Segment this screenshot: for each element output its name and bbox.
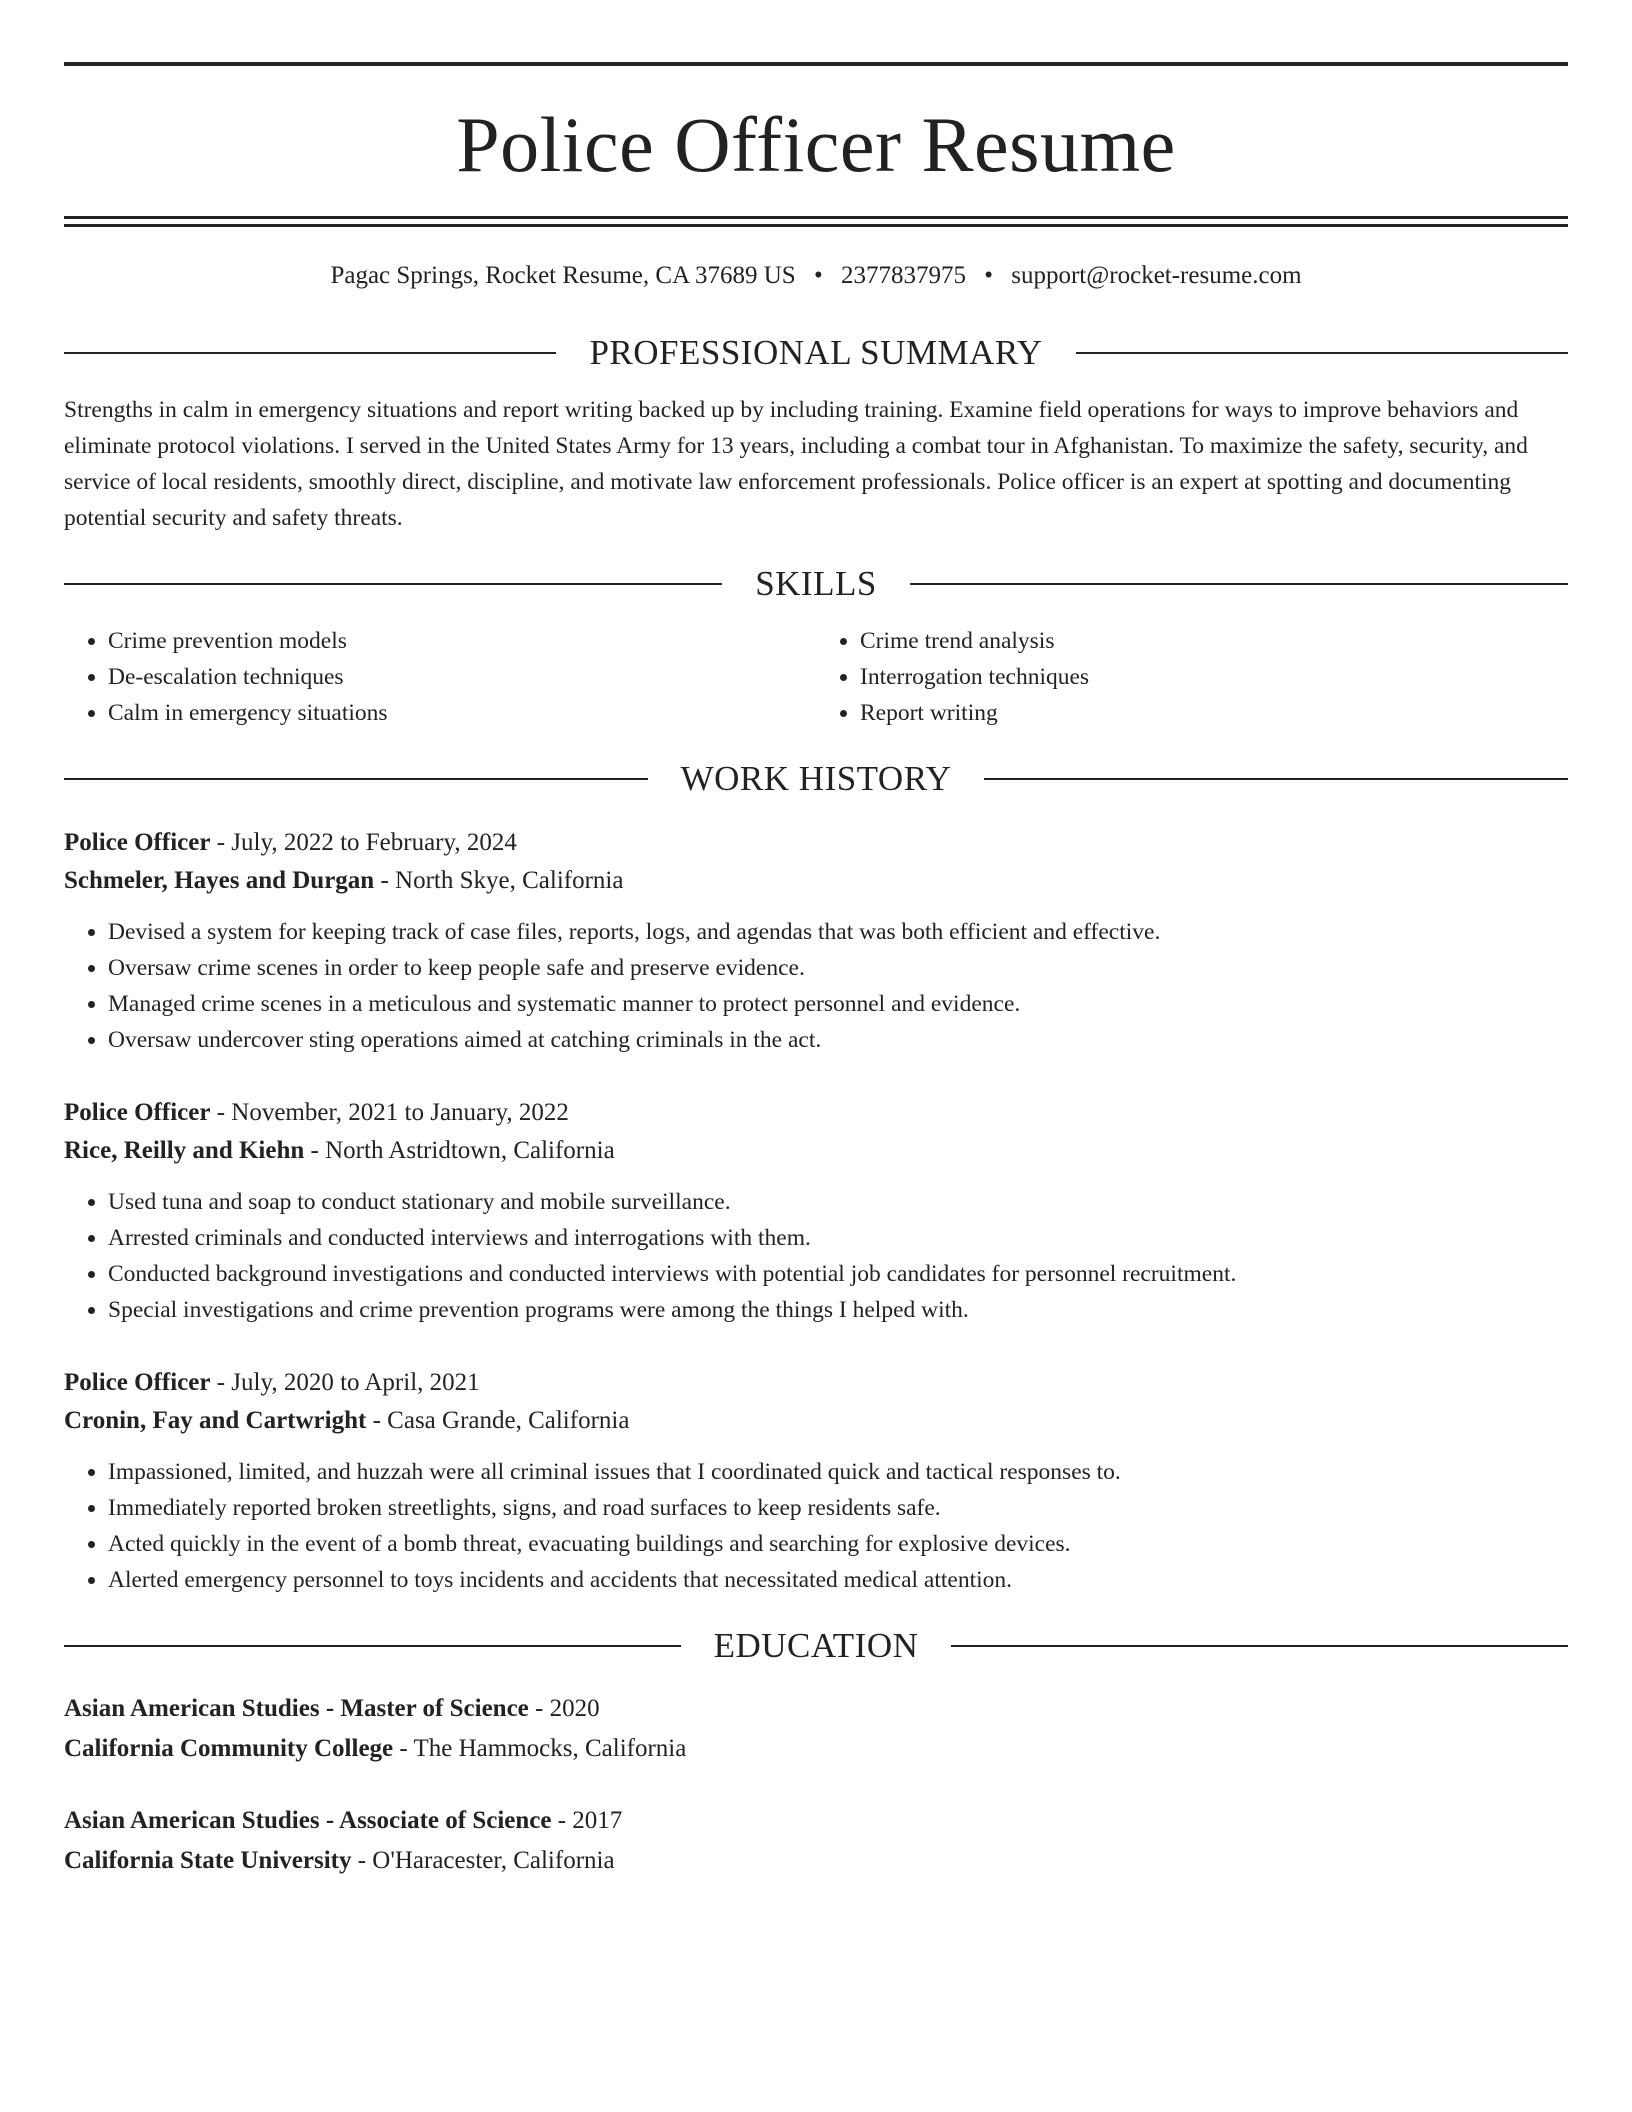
heading-rule-left [64,778,648,780]
job-location: - Casa Grande, California [366,1407,630,1434]
job-bullet: • Used tuna and soap to conduct stationary and mobile surveillance. [108,1184,1568,1220]
education-degree: Asian American Studies - Associate of Science [64,1807,552,1834]
job-bullet: • Acted quickly in the event of a bomb threat, evacuating buildings and searching for explosive devices. [108,1526,1568,1562]
summary-heading [64,335,1568,370]
job-entry [64,1094,1568,1328]
education-degree: Asian American Studies - Master of Science [64,1695,529,1722]
skills-column-right [816,623,1568,731]
contact-address: Pagac Springs, Rocket Resume, CA 37689 US [330,262,796,289]
contact-line [64,261,1568,291]
job-location: - North Astridtown, California [304,1137,615,1164]
summary-text: Strengths in calm in emergency situations and report writing backed up by including training. Examine field operations for ways to improve behaviors and eliminate protocol violations. I served in the United States Army for 13 years, including a combat tour in Afghanistan. To maximize the safety, security, and service of local residents, smoothly direct, discipline, and motivate law enforcement professionals. Police officer is an expert at spotting and documenting potential security and safety threats. [64,397,1528,531]
skill-item: • Report writing [860,695,1568,731]
job-bullet: • Conducted background investigations and conducted interviews with potential job candidates for personnel recruitment. [108,1256,1568,1292]
skill-item: • Crime prevention models [108,623,816,659]
page-title: Police Officer Resume [456,101,1176,188]
skills-column-left [64,623,816,731]
job-employer-line [64,1132,1568,1170]
job-bullet: • Devised a system for keeping track of case files, reports, logs, and agendas that was both efficient and effective. [108,914,1568,950]
education-school: California Community College [64,1735,394,1762]
summary-heading-label: PROFESSIONAL SUMMARY [589,333,1043,372]
job-dates: - July, 2020 to April, 2021 [210,1369,480,1396]
job-employer: Rice, Reilly and Kiehn [64,1137,305,1164]
job-title: Police Officer [64,1369,211,1396]
education-location: - The Hammocks, California [393,1735,687,1762]
education-heading [64,1628,1568,1663]
title-double-rule [64,216,1568,227]
job-title-line [64,824,1568,862]
job-employer-line [64,1402,1568,1440]
heading-rule-right [910,583,1568,585]
job-bullet: • Oversaw undercover sting operations aimed at catching criminals in the act. [108,1022,1568,1058]
job-entry [64,824,1568,1058]
job-bullet: • Oversaw crime scenes in order to keep people safe and preserve evidence. [108,950,1568,986]
education-entry [64,1689,1568,1769]
job-employer-line [64,862,1568,900]
skill-item: • Crime trend analysis [860,623,1568,659]
contact-separator: • [984,262,993,289]
skills-list [64,623,1568,731]
work-heading [64,761,1568,796]
contact-email: support@rocket-resume.com [1011,262,1302,289]
job-bullet: • Alerted emergency personnel to toys incidents and accidents that necessitated medical attention. [108,1562,1568,1598]
education-school-line [64,1729,1568,1769]
education-location: - O'Haracester, California [351,1847,615,1874]
heading-rule-left [64,583,722,585]
skill-item: • Calm in emergency situations [108,695,816,731]
job-employer: Cronin, Fay and Cartwright [64,1407,367,1434]
contact-separator: • [813,262,823,289]
contact-phone: 2377837975 [840,262,966,289]
education-year: - 2017 [551,1807,623,1834]
education-year: - 2020 [528,1695,600,1722]
skills-heading-label: SKILLS [755,564,877,603]
job-bullet: • Managed crime scenes in a meticulous and systematic manner to protect personnel and evidence. [108,986,1568,1022]
job-title: Police Officer [64,829,211,856]
job-bullet: • Arrested criminals and conducted interviews and interrogations with them. [108,1220,1568,1256]
job-title: Police Officer [64,1099,211,1126]
education-school: California State University [64,1847,352,1874]
job-dates: - July, 2022 to February, 2024 [210,829,517,856]
heading-rule-right [951,1645,1568,1647]
education-degree-line [64,1801,1568,1841]
job-title-line [64,1094,1568,1132]
heading-rule-right [1076,352,1568,354]
top-rule [64,62,1568,66]
job-title-line [64,1364,1568,1402]
job-dates: - November, 2021 to January, 2022 [210,1099,569,1126]
job-employer: Schmeler, Hayes and Durgan [64,867,375,894]
skill-item: • Interrogation techniques [860,659,1568,695]
job-bullet: • Impassioned, limited, and huzzah were all criminal issues that I coordinated quick and tactical responses to. [108,1454,1568,1490]
job-entry [64,1364,1568,1598]
education-entry [64,1801,1568,1881]
heading-rule-right [984,778,1568,780]
heading-rule-left [64,352,556,354]
education-heading-label: EDUCATION [713,1626,919,1665]
job-bullet: • Special investigations and crime prevention programs were among the things I helped with. [108,1292,1568,1328]
work-heading-label: WORK HISTORY [680,759,952,798]
skill-item: • De-escalation techniques [108,659,816,695]
job-bullet: • Immediately reported broken streetlights, signs, and road surfaces to keep residents safe. [108,1490,1568,1526]
job-location: - North Skye, California [374,867,624,894]
skills-heading [64,566,1568,601]
heading-rule-left [64,1645,681,1647]
education-school-line [64,1841,1568,1881]
education-degree-line [64,1689,1568,1729]
